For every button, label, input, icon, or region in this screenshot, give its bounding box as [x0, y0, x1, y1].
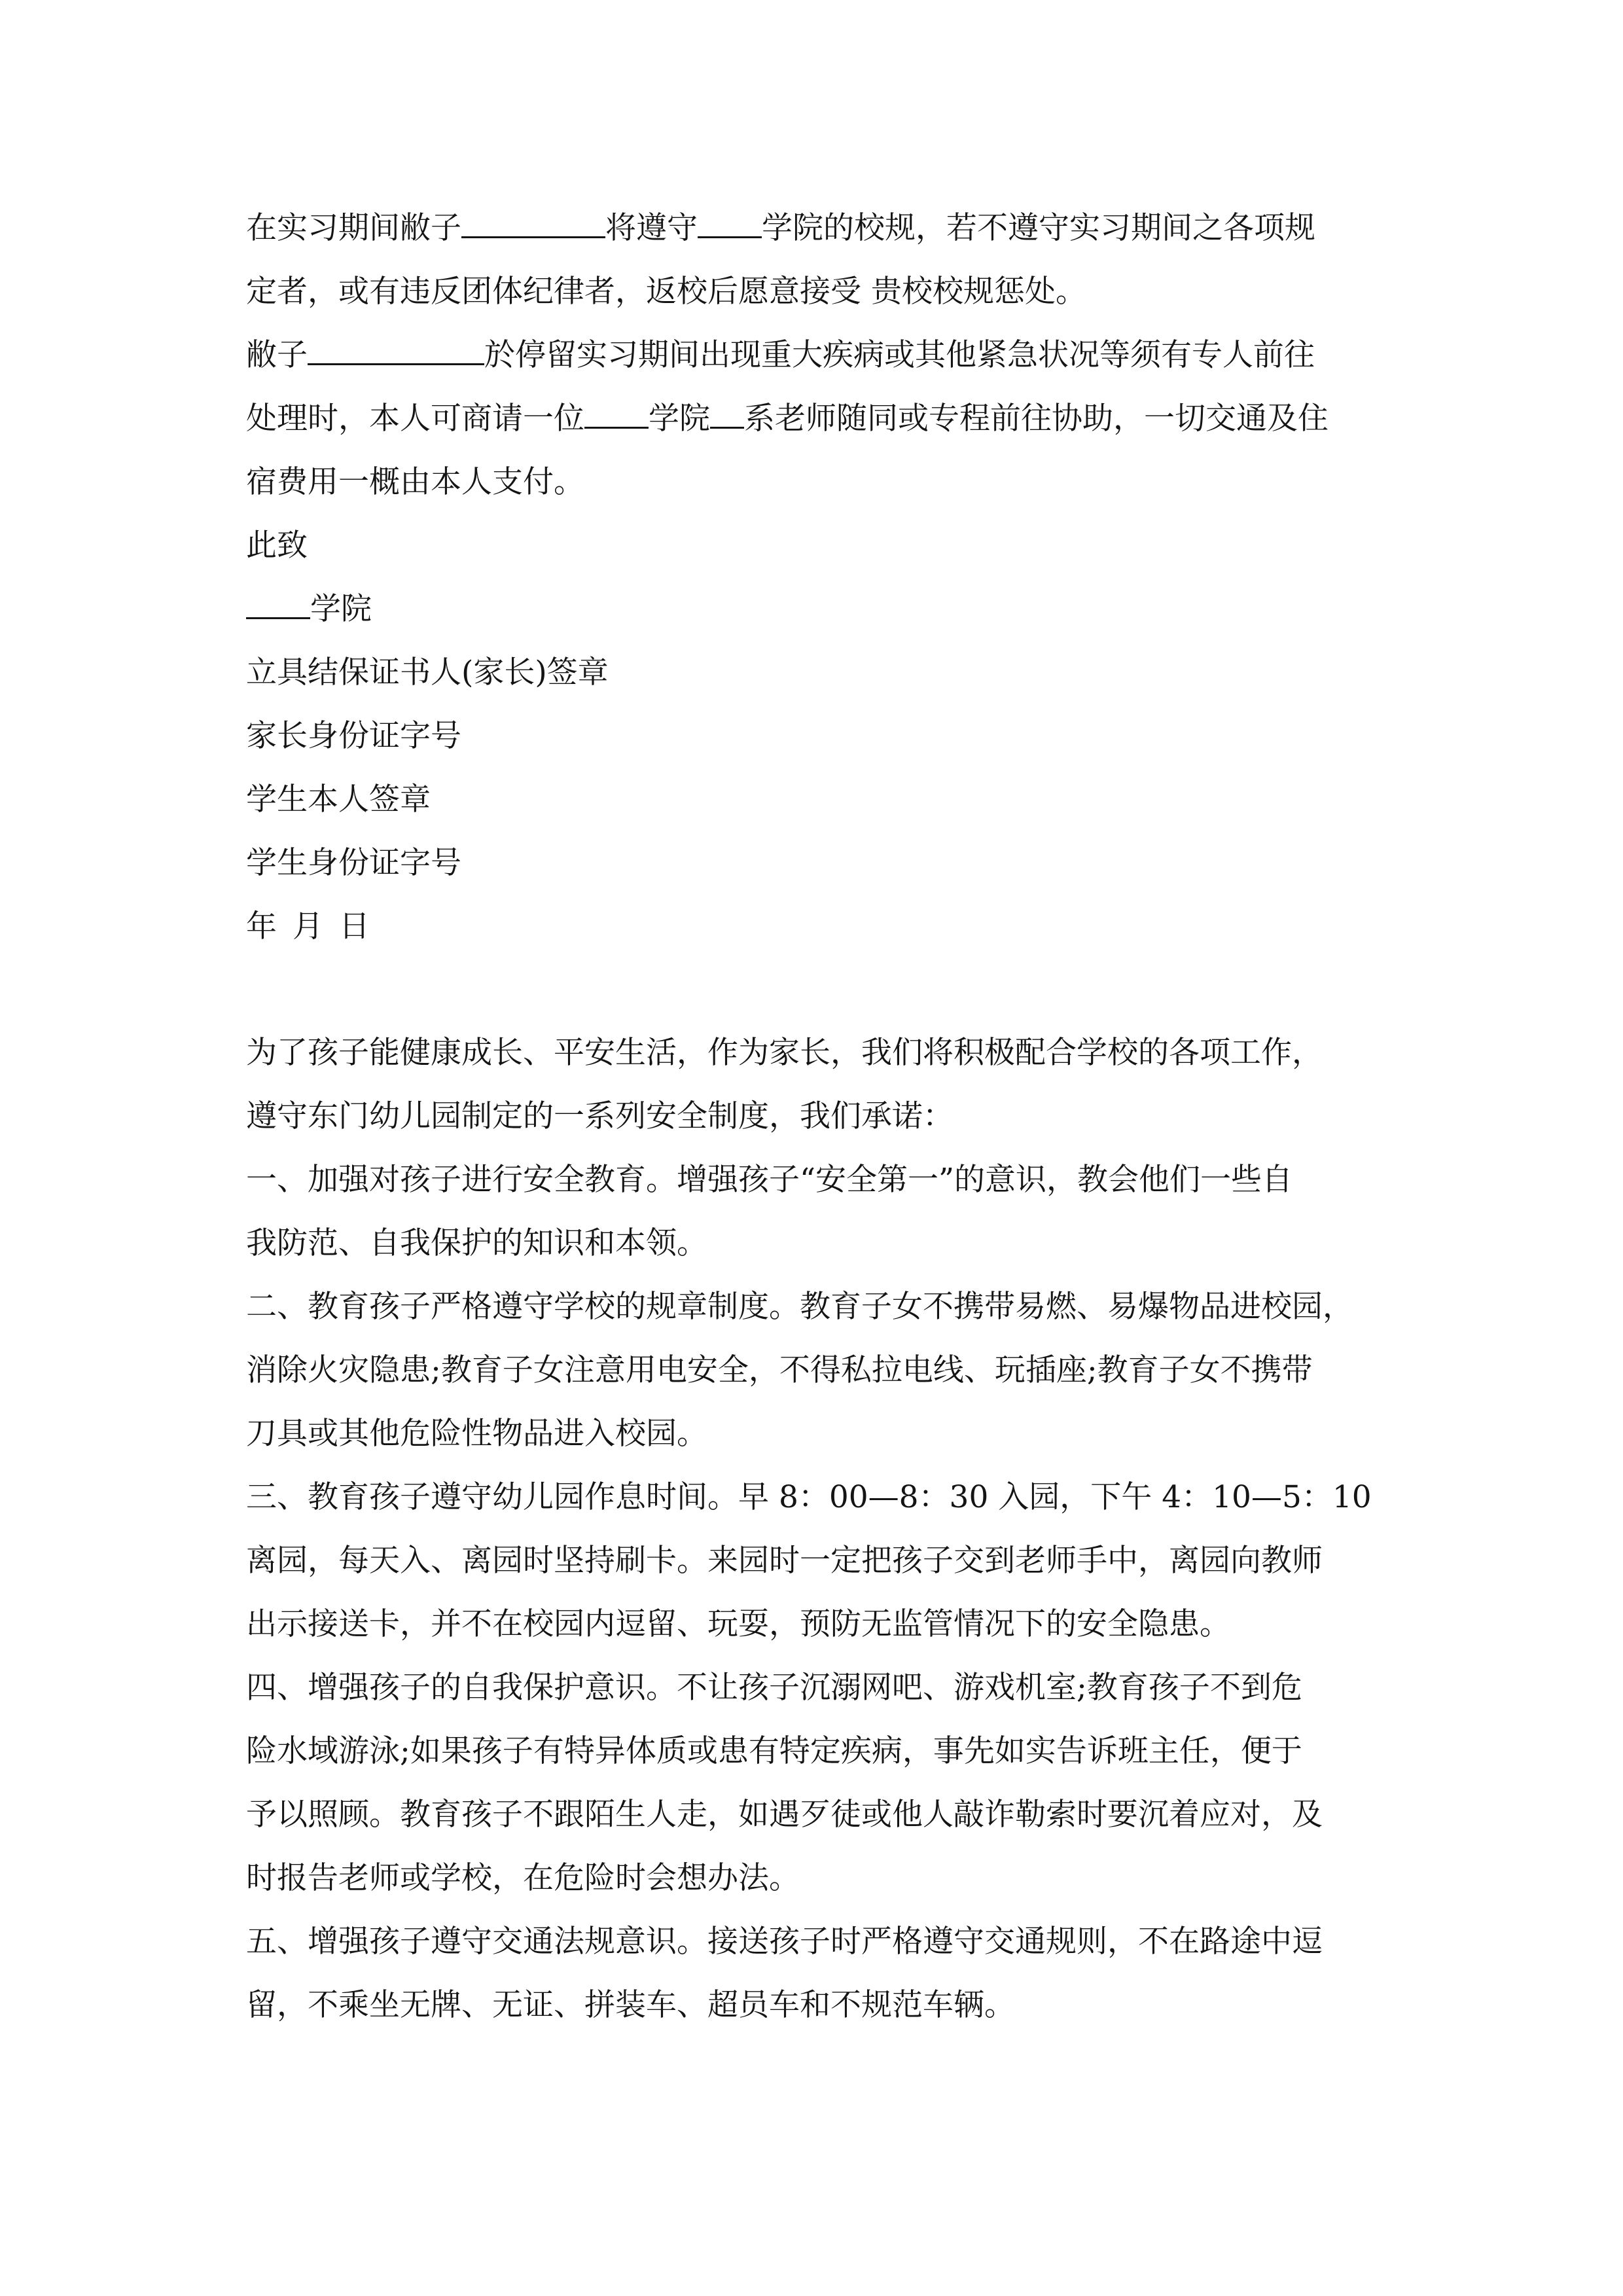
fill-in-blank[interactable] — [698, 210, 762, 238]
paragraph-line: 我防范、自我保护的知识和本领。 — [246, 1225, 707, 1261]
safety-pledge — [246, 1021, 1386, 2037]
date-day: 日 — [339, 908, 370, 944]
parent-signature-label: 立具结保证书人(家长)签章 — [246, 655, 609, 691]
student-signature-label: 学生本人签章 — [246, 781, 431, 817]
paragraph-line: 离园，每天入、离园时坚持刷卡。来园时一定把孩子交到老师手中，离园向教师 — [246, 1543, 1323, 1579]
paragraph-line: 二、教育孩子严格遵守学校的规章制度。教育子女不携带易燃、易爆物品进校园， — [246, 1289, 1353, 1325]
fill-in-blank[interactable] — [461, 210, 605, 238]
paragraph-line: 一、加强对孩子进行安全教育。增强孩子“安全第一”的意识，教会他们一些自 — [246, 1162, 1293, 1198]
text-span: 在实习期间敝子 — [246, 210, 461, 246]
text-span: 系老师随同或专程前往协助，一切交通及住 — [744, 401, 1329, 437]
fill-in-blank[interactable] — [246, 591, 310, 619]
date-month: 月 — [293, 908, 323, 944]
paragraph-line: 予以照顾。教育孩子不跟陌生人走，如遇歹徒或他人敲诈勒索时要沉着应对，及 — [246, 1797, 1323, 1833]
paragraph-line: 出示接送卡，并不在校园内逗留、玩耍，预防无监管情况下的安全隐患。 — [246, 1606, 1230, 1642]
paragraph-line — [246, 323, 1386, 387]
fill-in-blank[interactable] — [308, 337, 484, 365]
text-span: 处理时，本人可商请一位 — [246, 401, 584, 437]
paragraph-line: 刀具或其他危险性物品进入校园。 — [246, 1416, 707, 1452]
guarantee-letter — [246, 196, 1386, 958]
recipient-line — [246, 577, 1386, 641]
parent-id-label: 家长身份证字号 — [246, 718, 461, 754]
paragraph-line: 四、增强孩子的自我保护意识。不让孩子沉溺网吧、游戏机室;教育孩子不到危 — [246, 1670, 1302, 1706]
fill-in-blank[interactable] — [584, 401, 649, 429]
text-span: 学院 — [310, 591, 372, 627]
paragraph-line: 消除火灾隐患;教育子女注意用电安全，不得私拉电线、玩插座;教育子女不携带 — [246, 1352, 1313, 1388]
text-span: 将遵守 — [605, 210, 698, 246]
date-line — [246, 895, 1386, 958]
salutation: 此致 — [246, 528, 308, 564]
student-id-label: 学生身份证字号 — [246, 845, 461, 881]
paragraph-line: 险水域游泳;如果孩子有特异体质或患有特定疾病，事先如实告诉班主任，便于 — [246, 1733, 1302, 1769]
paragraph-line: 时报告老师或学校，在危险时会想办法。 — [246, 1860, 800, 1896]
text-span: 於停留实习期间出现重大疾病或其他紧急状况等须有专人前往 — [484, 337, 1315, 373]
paragraph-line — [246, 196, 1386, 260]
text-span: 敝子 — [246, 337, 308, 373]
text-span: 学院的校规，若不遵守实习期间之各项规 — [762, 210, 1315, 246]
paragraph-line: 留，不乘坐无牌、无证、拼装车、超员车和不规范车辆。 — [246, 1987, 1015, 2023]
paragraph-line — [246, 387, 1386, 450]
paragraph-line: 遵守东门幼儿园制定的一系列安全制度，我们承诺： — [246, 1098, 954, 1134]
paragraph-line: 五、增强孩子遵守交通法规意识。接送孩子时严格遵守交通规则，不在路途中逗 — [246, 1924, 1323, 1960]
paragraph-line: 三、教育孩子遵守幼儿园作息时间。早 8：00—8：30 入园，下午 4：10—5：10 — [246, 1479, 1372, 1515]
paragraph-line: 为了孩子能健康成长、平安生活，作为家长，我们将积极配合学校的各项工作， — [246, 1035, 1323, 1071]
text-span: 学院 — [649, 401, 710, 437]
date-year: 年 — [246, 908, 277, 944]
paragraph-line: 定者，或有违反团体纪律者，返校后愿意接受 贵校校规惩处。 — [246, 274, 1086, 310]
fill-in-blank[interactable] — [710, 401, 744, 429]
paragraph-line: 宿费用一概由本人支付。 — [246, 464, 584, 500]
